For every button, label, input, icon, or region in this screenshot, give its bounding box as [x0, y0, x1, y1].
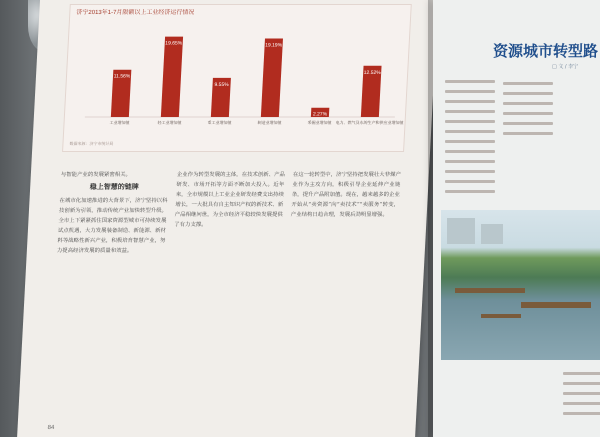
bar-chart	[62, 4, 412, 152]
text-column-2	[164, 170, 285, 420]
category-label-3: 重工业增加值	[207, 120, 232, 125]
bar-value-label-4: 19.19%	[264, 42, 283, 49]
bar-value-label-3: 9.55%	[214, 81, 229, 88]
chart-canvas	[63, 5, 411, 151]
bar-4	[261, 38, 283, 117]
right-text-column-1	[445, 80, 495, 200]
column-1-body: 在城市化加速推进的大背景下，济宁坚持以科技创新为引领，推动传统产业加快转型升级。全市上下紧紧抓住国家资源型城市可持续发展试点机遇，大力发展装备制造、新能源、新材料等战略性新兴产业，积极培育智慧产业，努力提高经济发展的质量和效益。	[56, 198, 168, 254]
text-column-3	[280, 170, 401, 420]
chart-title: 济宁2013年1-7月限额以上工业经济运行情况	[76, 10, 195, 16]
column-2-body: 企业作为转型发展的主体，在技术创新、产品研发、市场开拓等方面不断加大投入。近年来，全市规模以上工业企业研发经费支出持续增长，一大批具有自主知识产权的新技术、新产品相继问世，为全市经济平稳较快发展提供了有力支撑。	[174, 172, 285, 228]
category-label-4: 制造业增加值	[257, 120, 282, 125]
column-1-opening: 与智能产业的发展紧密相关。	[60, 172, 132, 178]
category-label-2: 轻工业增加值	[157, 120, 182, 125]
page-number: 84	[47, 425, 55, 431]
bar-value-label-1: 11.56%	[113, 73, 131, 80]
bar-2	[161, 37, 183, 117]
city-park-photo	[441, 210, 600, 360]
text-column-1	[48, 170, 169, 420]
category-label-5: 采掘业增加值	[307, 120, 332, 125]
chart-source: 数据来源：济宁市统计局	[69, 141, 114, 146]
column-3-body: 在这一轮转型中，济宁坚持把发展壮大非煤产业作为主攻方向，积极引导企业延伸产业链条，提升产品附加值。现在，越来越多的企业开始从“卖资源”向“卖技术”“卖服务”转变，产业结构日趋合理，发展后劲明显增强。	[290, 172, 401, 218]
category-label-6: 电力、燃气及水的生产和供应业增加值	[335, 120, 404, 125]
magazine-left-page	[17, 0, 438, 437]
article-title: 资源城市转型路	[493, 42, 599, 60]
right-text-column-3	[563, 372, 600, 422]
bar-value-label-6: 12.52%	[363, 69, 381, 76]
bar-value-label-2: 19.65%	[165, 40, 183, 47]
right-text-column-2	[503, 82, 553, 142]
bar-value-label-5: 2.27%	[312, 111, 328, 118]
category-label-1: 工业增加值	[109, 120, 130, 125]
section-heading: 稳上智慧的链牌	[89, 183, 139, 191]
article-author: □ 文 / 李宁	[552, 64, 579, 70]
